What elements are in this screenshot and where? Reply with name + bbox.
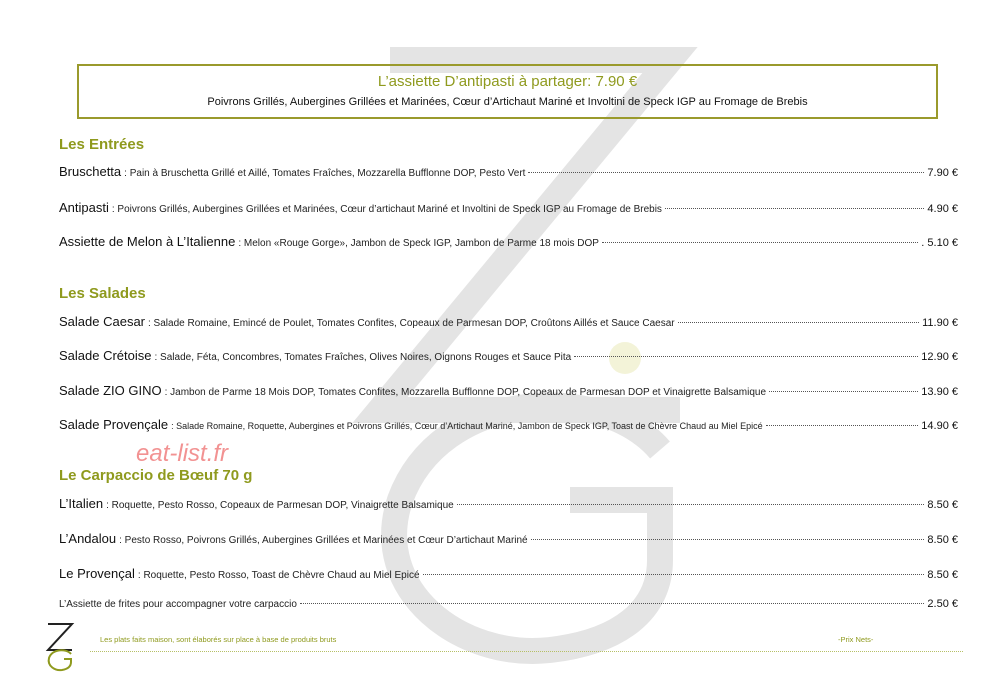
item-name: Antipasti [59, 200, 109, 215]
dot-leader [531, 539, 925, 540]
item-price: 2.50 € [927, 598, 958, 610]
item-name: Salade Provençale [59, 417, 169, 432]
item-price: . 5.10 € [921, 237, 958, 249]
item-name: Salade Crétoise [59, 348, 152, 363]
item-price: 13.90 € [921, 386, 958, 398]
item-description: : Melon «Rouge Gorge», Jambon de Speck IGP, Jambon de Parme 18 mois DOP [238, 238, 599, 249]
dot-leader [528, 172, 924, 173]
footer-divider [90, 651, 963, 652]
menu-item [59, 531, 958, 549]
item-price: 8.50 € [927, 534, 958, 546]
menu-item-frites [59, 598, 958, 616]
footer-note: Les plats faits maison, sont élaborés sur place à base de produits bruts [100, 635, 337, 644]
item-description: : Salade, Féta, Concombres, Tomates Fraîches, Olives Noires, Oignons Rouges et Sauce Pita [154, 352, 572, 363]
dot-leader [665, 208, 924, 209]
item-name: Salade ZIO GINO [59, 383, 162, 398]
item-price: 8.50 € [927, 499, 958, 511]
menu-item [59, 383, 958, 401]
menu-item [59, 348, 958, 366]
item-name: Bruschetta [59, 164, 122, 179]
menu-item [59, 314, 958, 332]
menu-item [59, 164, 958, 182]
menu-item [59, 234, 958, 252]
featured-description: Poivrons Grillés, Aubergines Grillées et Marinées, Cœur d’Artichaut Mariné et Involtini de Speck IGP au Fromage de Brebis [207, 96, 808, 108]
item-price: 12.90 € [921, 351, 958, 363]
item-name: Le Provençal [59, 566, 135, 581]
section-title-salades: Les Salades [59, 285, 146, 302]
zg-monogram-logo [42, 620, 78, 672]
item-description: : Poivrons Grillés, Aubergines Grillées et Marinées, Cœur d’artichaut Mariné et Involtini de Speck IGP au Fromage de Brebis [111, 204, 662, 215]
section-title-entrees: Les Entrées [59, 136, 145, 153]
featured-antipasti-box [77, 64, 938, 119]
item-price: 14.90 € [921, 420, 958, 432]
item-price: 4.90 € [927, 203, 958, 215]
menu-item [59, 417, 958, 435]
dot-leader [423, 574, 925, 575]
item-name: L’Andalou [59, 531, 117, 546]
footer-prix-nets: -Prix Nets- [838, 635, 874, 644]
item-description: : Pain à Bruschetta Grillé et Aillé, Tomates Fraîches, Mozzarella Bufflonne DOP, Pesto Vert [124, 168, 526, 179]
item-name: Salade Caesar [59, 314, 145, 329]
frites-label: L’Assiette de frites pour accompagner votre carpaccio [59, 599, 297, 610]
item-price: 7.90 € [927, 167, 958, 179]
item-price: 8.50 € [927, 569, 958, 581]
dot-leader [678, 322, 920, 323]
item-price: 11.90 € [922, 317, 958, 329]
dot-leader [766, 425, 919, 426]
dot-leader [602, 242, 918, 243]
menu-item [59, 496, 958, 514]
item-name: Assiette de Melon à L’Italienne [59, 234, 236, 249]
item-description: : Salade Romaine, Emincé de Poulet, Tomates Confites, Copeaux de Parmesan DOP, Croûtons Aillés et Sauce Caesar [148, 318, 675, 329]
dot-leader [574, 356, 918, 357]
section-title-carpaccio: Le Carpaccio de Bœuf 70 g [59, 467, 253, 484]
item-description: : Jambon de Parme 18 Mois DOP, Tomates Confites, Mozzarella Bufflonne DOP, Copeaux de Parmesan DOP et Vinaigrette Balsamique [164, 387, 767, 398]
item-description: : Salade Romaine, Roquette, Aubergines et Poivrons Grillés, Cœur d’Artichaut Mariné, Jambon de Speck IGP, Toast de Chèvre Chaud au Miel Epicé [171, 421, 763, 431]
featured-title: L’assiette D’antipasti à partager: 7.90 € [377, 73, 638, 90]
menu-item [59, 200, 958, 218]
menu-item [59, 566, 958, 584]
site-watermark-text: eat-list.fr [136, 440, 229, 467]
item-description: : Roquette, Pesto Rosso, Toast de Chèvre Chaud au Miel Epicé [137, 570, 420, 581]
dot-leader [457, 504, 925, 505]
item-name: L’Italien [59, 496, 104, 511]
dot-leader [769, 391, 918, 392]
dot-leader [300, 603, 925, 604]
item-description: : Roquette, Pesto Rosso, Copeaux de Parmesan DOP, Vinaigrette Balsamique [106, 500, 454, 511]
item-description: : Pesto Rosso, Poivrons Grillés, Aubergines Grillées et Marinées et Cœur D’artichaut Mariné [119, 535, 528, 546]
